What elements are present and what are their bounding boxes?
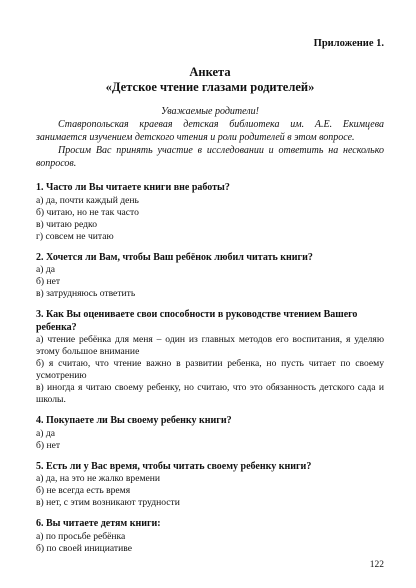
answer-option: б) я считаю, что чтение важно в развитии ребенка, но пусть читает по своему усмотрению	[36, 358, 384, 381]
questionnaire	[36, 182, 384, 555]
answer-option: а) да	[36, 264, 55, 275]
answer-option: в) читаю редко	[36, 218, 97, 230]
question-title: 2. Хочется ли Вам, чтобы Ваш ребёнок любил читать книги?	[36, 251, 313, 263]
answer-option: а) да	[36, 427, 55, 439]
question-6	[36, 518, 384, 555]
intro-paragraph: Ставропольская краевая детская библиотека им. А.Е. Екимцева занимается изучением детского чтения и роли родителей в этом вопросе.	[36, 119, 384, 143]
answer-option: б) не всегда есть время	[36, 485, 131, 496]
answer-option: в) иногда я читаю своему ребенку, но считаю, что это обязанность детского сада и школы.	[36, 382, 384, 405]
page-subtitle: «Детское чтение глазами родителей»	[105, 80, 315, 94]
answer-option: в) затрудняюсь ответить	[36, 288, 136, 299]
answer-option: а) да, почти каждый день	[36, 194, 139, 206]
answer-option: б) по своей инициативе	[36, 542, 132, 554]
question-5	[36, 461, 384, 510]
question-3	[36, 309, 384, 406]
answer-option: б) нет	[36, 439, 61, 451]
intro-paragraph: Просим Вас принять участие в исследовании и ответить на несколько вопросов.	[36, 145, 384, 169]
answer-option: б) читаю, но не так часто	[36, 206, 139, 218]
intro-text	[36, 118, 384, 170]
question-4	[36, 415, 384, 452]
answer-option: б) нет	[36, 276, 61, 287]
appendix-label: Приложение 1.	[313, 38, 384, 49]
answer-option: а) чтение ребёнка для меня – один из главных методов его воспитания, я уделяю этому большое внимание	[36, 334, 384, 357]
question-title: 4. Покупаете ли Вы своему ребенку книги?	[36, 415, 232, 426]
question-2	[36, 252, 384, 301]
answer-option: в) нет, с этим возникают трудности	[36, 497, 180, 508]
greeting: Уважаемые родители!	[160, 106, 259, 117]
question-1	[36, 182, 384, 243]
question-title: 3. Как Вы оцениваете свои способности в руководстве чтением Вашего ребенка?	[36, 309, 358, 333]
question-title: 5. Есть ли у Вас время, чтобы читать своему ребенку книги?	[36, 460, 312, 472]
answer-option: а) да, на это не жалко времени	[36, 473, 161, 484]
question-title: 1. Часто ли Вы читаете книги вне работы?	[36, 182, 230, 193]
question-title: 6. Вы читаете детям книги:	[36, 518, 161, 529]
answer-option: г) совсем не читаю	[36, 230, 114, 242]
page-number: 122	[369, 560, 384, 570]
page-title: Анкета	[189, 65, 231, 79]
answer-option: а) по просьбе ребёнка	[36, 530, 126, 542]
